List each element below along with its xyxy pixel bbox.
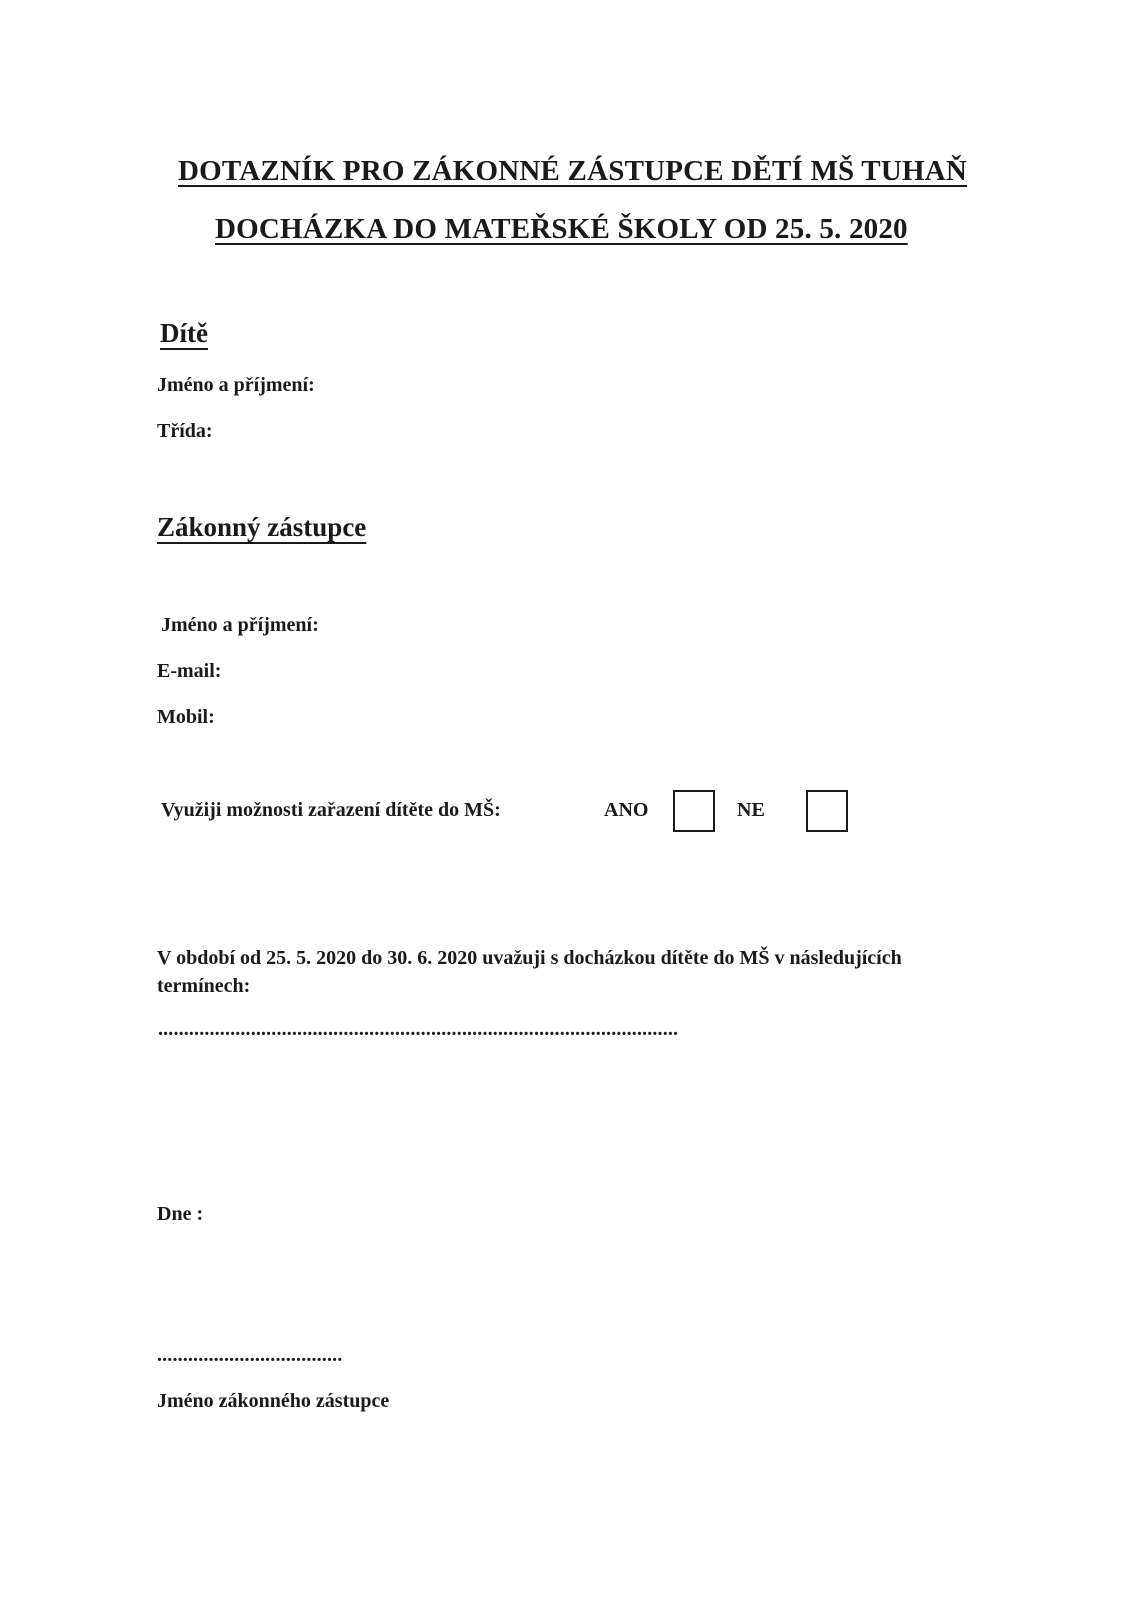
- guardian-mobile-label: Mobil:: [157, 706, 215, 728]
- guardian-email-label: E-mail:: [157, 660, 222, 682]
- signature-line[interactable]: ....................................: [157, 1344, 343, 1366]
- enrollment-yes-label: ANO: [604, 799, 649, 821]
- child-class-label: Třída:: [157, 420, 213, 442]
- date-label: Dne :: [157, 1203, 204, 1225]
- guardian-name-label: Jméno a příjmení:: [161, 614, 319, 636]
- child-section-heading: Dítě: [160, 318, 208, 348]
- attendance-text: V období od 25. 5. 2020 do 30. 6. 2020 uvažuji s docházkou dítěte do MŠ v následujících termínech:: [157, 947, 902, 997]
- guardian-section-heading: Zákonný zástupce: [157, 512, 367, 542]
- signature-label: Jméno zákonného zástupce: [157, 1390, 390, 1412]
- child-name-label: Jméno a příjmení:: [157, 374, 315, 396]
- enrollment-yes-checkbox[interactable]: [673, 790, 715, 832]
- enrollment-no-label: NE: [737, 799, 765, 821]
- attendance-fill-line[interactable]: .....................................................................................................: [158, 1018, 679, 1040]
- enrollment-question: Využiji možnosti zařazení dítěte do MŠ:: [161, 799, 501, 821]
- form-title-line2: DOCHÁZKA DO MATEŘSKÉ ŠKOLY OD 25. 5. 2020: [215, 213, 908, 245]
- enrollment-no-checkbox[interactable]: [806, 790, 848, 832]
- form-title-line1: DOTAZNÍK PRO ZÁKONNÉ ZÁSTUPCE DĚTÍ MŠ TUHAŇ: [178, 155, 968, 187]
